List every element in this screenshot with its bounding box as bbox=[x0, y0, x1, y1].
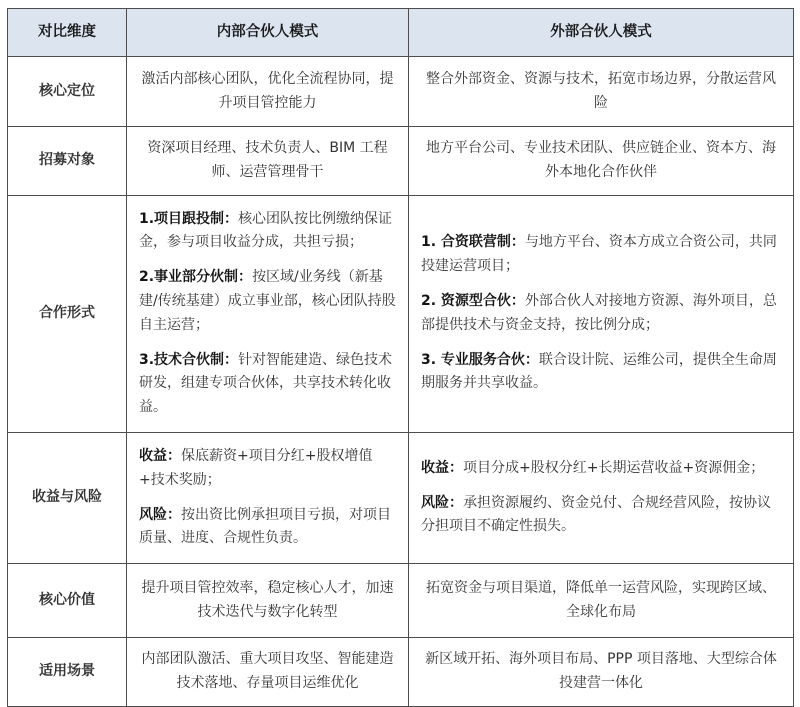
positioning-internal-cell: 激活内部核心团队，优化全流程协同，提升项目管控能力 bbox=[127, 57, 409, 127]
risk-reward-internal-cell bbox=[127, 432, 409, 563]
cell-paragraph bbox=[139, 349, 396, 420]
core-value-external-cell: 拓宽资金与项目渠道，降低单一运营风险，实现跨区域、全球化布局 bbox=[409, 564, 794, 638]
cell-paragraph bbox=[139, 208, 396, 256]
paragraph-text: 承担资源履约、资金兑付、合规经营风险，按协议分担项目不确定性损失。 bbox=[421, 494, 771, 535]
paragraph-lead: 1. 合资联营制： bbox=[421, 234, 525, 251]
paragraph-text: 外部合伙人对接地方资源、海外项目，总部提供技术与资金支持，按比例分成； bbox=[421, 292, 777, 333]
paragraph-text: 联合设计院、运维公司，提供全生命周期服务并共享收益。 bbox=[421, 351, 777, 392]
row-label-recruitment: 招募对象 bbox=[8, 127, 127, 196]
paragraph-lead: 风险： bbox=[139, 506, 181, 523]
paragraph-text: 与地方平台、资本方成立合资公司，共同投建运营项目； bbox=[421, 234, 777, 275]
paragraph-text: 核心团队按比例缴纳保证金，参与项目收益分成，共担亏损； bbox=[139, 210, 393, 251]
cell-paragraph bbox=[421, 492, 781, 540]
scenarios-external-cell: 新区域开拓、海外项目布局、PPP 项目落地、大型综合体投建营一体化 bbox=[409, 638, 794, 707]
paragraph-text: 项目分成+股权分红+长期运营收益+资源佣金； bbox=[463, 459, 765, 476]
table-row-recruitment bbox=[8, 127, 794, 196]
paragraph-lead: 2. 资源型合伙： bbox=[421, 292, 525, 309]
paragraph-lead: 3. 专业服务合伙： bbox=[421, 351, 539, 368]
recruitment-internal-cell: 资深项目经理、技术负责人、BIM 工程师、运营管理骨干 bbox=[127, 127, 409, 196]
row-label-core-value: 核心价值 bbox=[8, 564, 127, 638]
paragraph-lead: 1.项目跟投制： bbox=[139, 210, 239, 227]
cell-paragraph bbox=[139, 445, 396, 493]
paragraph-text: 按区域/业务线（新基建/传统基建）成立事业部，核心团队持股自主运营； bbox=[139, 269, 396, 333]
paragraph-lead: 收益： bbox=[139, 447, 181, 464]
paragraph-lead: 3.技术合伙制： bbox=[139, 351, 239, 368]
row-label-cooperation: 合作形式 bbox=[8, 195, 127, 432]
paragraph-lead: 2.事业部分伙制： bbox=[139, 269, 253, 286]
row-label-risk-reward: 收益与风险 bbox=[8, 432, 127, 563]
cell-paragraph bbox=[139, 504, 396, 552]
recruitment-external-cell: 地方平台公司、专业技术团队、供应链企业、资本方、海外本地化合作伙伴 bbox=[409, 127, 794, 196]
header-dimension: 对比维度 bbox=[8, 9, 127, 57]
row-label-scenarios: 适用场景 bbox=[8, 638, 127, 707]
table-row-scenarios bbox=[8, 638, 794, 707]
table-row-risk-reward bbox=[8, 432, 794, 563]
cell-paragraph bbox=[139, 266, 396, 337]
cooperation-external-cell bbox=[409, 195, 794, 432]
paragraph-text: 按出资比例承担项目亏损，对项目质量、进度、合规性负责。 bbox=[139, 506, 391, 547]
scenarios-internal-cell: 内部团队激活、重大项目攻坚、智能建造技术落地、存量项目运维优化 bbox=[127, 638, 409, 707]
table-header-row bbox=[8, 9, 794, 57]
row-label-positioning: 核心定位 bbox=[8, 57, 127, 127]
paragraph-text: 保底薪资+项目分红+股权增值+技术奖励； bbox=[139, 447, 373, 488]
cell-paragraph bbox=[421, 457, 781, 481]
paragraph-lead: 收益： bbox=[421, 459, 463, 476]
cell-paragraph bbox=[421, 290, 781, 338]
cell-paragraph bbox=[421, 231, 781, 279]
header-internal-model: 内部合伙人模式 bbox=[127, 9, 409, 57]
paragraph-text: 针对智能建造、绿色技术研发，组建专项合伙体，共享技术转化收益。 bbox=[139, 351, 393, 416]
cell-paragraph bbox=[421, 349, 781, 397]
table-row-cooperation bbox=[8, 195, 794, 432]
header-external-model: 外部合伙人模式 bbox=[409, 9, 794, 57]
cooperation-internal-cell bbox=[127, 195, 409, 432]
table-row-core-value bbox=[8, 564, 794, 638]
partner-model-comparison-table bbox=[7, 8, 794, 707]
paragraph-lead: 风险： bbox=[421, 494, 463, 511]
risk-reward-external-cell bbox=[409, 432, 794, 563]
core-value-internal-cell: 提升项目管控效率，稳定核心人才，加速技术迭代与数字化转型 bbox=[127, 564, 409, 638]
table-row-positioning bbox=[8, 57, 794, 127]
positioning-external-cell: 整合外部资金、资源与技术，拓宽市场边界，分散运营风险 bbox=[409, 57, 794, 127]
